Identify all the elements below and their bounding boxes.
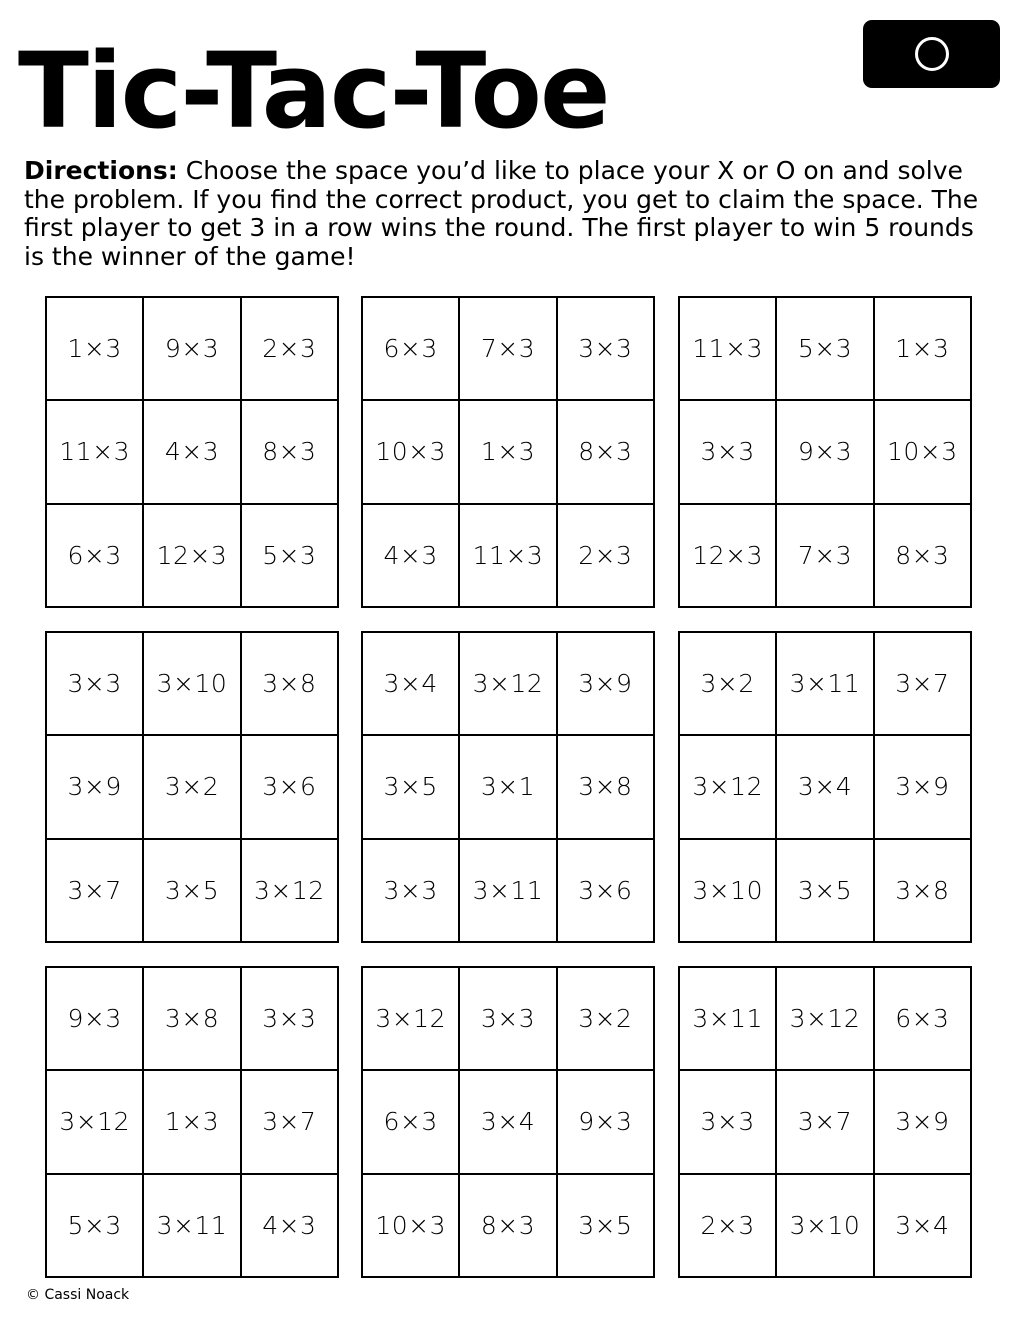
board-cell[interactable]: 3×12 bbox=[47, 1071, 144, 1174]
board-cell[interactable]: 3×2 bbox=[144, 736, 241, 839]
board-cell[interactable]: 3×11 bbox=[777, 633, 874, 736]
board-cell[interactable]: 3×9 bbox=[875, 1071, 972, 1174]
board-cell[interactable]: 3×10 bbox=[680, 840, 777, 943]
board-cell[interactable]: 2×3 bbox=[558, 505, 655, 608]
board-cell[interactable]: 6×3 bbox=[363, 298, 460, 401]
tic-tac-toe-board bbox=[678, 296, 972, 608]
board-cell[interactable]: 9×3 bbox=[144, 298, 241, 401]
board-cell[interactable]: 3×9 bbox=[875, 736, 972, 839]
board-cell[interactable]: 3×3 bbox=[680, 1071, 777, 1174]
tic-tac-toe-board bbox=[45, 631, 339, 943]
board-cell[interactable]: 2×3 bbox=[242, 298, 339, 401]
board-cell[interactable]: 5×3 bbox=[47, 1175, 144, 1278]
board-cell[interactable]: 3×12 bbox=[242, 840, 339, 943]
board-cell[interactable]: 3×3 bbox=[47, 633, 144, 736]
board-cell[interactable]: 3×5 bbox=[777, 840, 874, 943]
board-cell[interactable]: 3×4 bbox=[460, 1071, 557, 1174]
board-cell[interactable]: 10×3 bbox=[363, 1175, 460, 1278]
board-cell[interactable]: 3×4 bbox=[777, 736, 874, 839]
board-cell[interactable]: 3×1 bbox=[460, 736, 557, 839]
board-cell[interactable]: 3×11 bbox=[144, 1175, 241, 1278]
copyright: © Cassi Noack bbox=[26, 1287, 130, 1303]
board-cell[interactable]: 5×3 bbox=[242, 505, 339, 608]
board-cell[interactable]: 3×9 bbox=[558, 633, 655, 736]
board-cell[interactable]: 3×7 bbox=[777, 1071, 874, 1174]
board-cell[interactable]: 10×3 bbox=[875, 401, 972, 504]
board-cell[interactable]: 3×5 bbox=[558, 1175, 655, 1278]
board-cell[interactable]: 11×3 bbox=[460, 505, 557, 608]
board-cell[interactable]: 3×5 bbox=[363, 736, 460, 839]
board-cell[interactable]: 7×3 bbox=[460, 298, 557, 401]
board-cell[interactable]: 1×3 bbox=[875, 298, 972, 401]
board-cell[interactable]: 3×6 bbox=[242, 736, 339, 839]
board-cell[interactable]: 3×11 bbox=[460, 840, 557, 943]
board-cell[interactable]: 3×10 bbox=[777, 1175, 874, 1278]
board-cell[interactable]: 6×3 bbox=[363, 1071, 460, 1174]
tic-tac-toe-board bbox=[45, 966, 339, 1278]
board-cell[interactable]: 3×3 bbox=[242, 968, 339, 1071]
board-cell[interactable]: 11×3 bbox=[680, 298, 777, 401]
board-cell[interactable]: 3×8 bbox=[558, 736, 655, 839]
board-cell[interactable]: 3×3 bbox=[680, 401, 777, 504]
tic-tac-toe-board bbox=[678, 966, 972, 1278]
board-cell[interactable]: 4×3 bbox=[242, 1175, 339, 1278]
board-cell[interactable]: 1×3 bbox=[144, 1071, 241, 1174]
board-cell[interactable]: 3×8 bbox=[875, 840, 972, 943]
board-cell[interactable]: 2×3 bbox=[680, 1175, 777, 1278]
board-cell[interactable]: 3×7 bbox=[242, 1071, 339, 1174]
board-cell[interactable]: 3×3 bbox=[558, 298, 655, 401]
board-cell[interactable]: 3×12 bbox=[363, 968, 460, 1071]
board-cell[interactable]: 1×3 bbox=[460, 401, 557, 504]
board-cell[interactable]: 12×3 bbox=[144, 505, 241, 608]
board-cell[interactable]: 4×3 bbox=[363, 505, 460, 608]
board-cell[interactable]: 1×3 bbox=[47, 298, 144, 401]
board-cell[interactable]: 6×3 bbox=[47, 505, 144, 608]
tic-tac-toe-board bbox=[361, 631, 655, 943]
board-cell[interactable]: 8×3 bbox=[242, 401, 339, 504]
board-cell[interactable]: 9×3 bbox=[558, 1071, 655, 1174]
board-cell[interactable]: 3×12 bbox=[460, 633, 557, 736]
board-cell[interactable]: 3×9 bbox=[47, 736, 144, 839]
board-cell[interactable]: 3×12 bbox=[777, 968, 874, 1071]
tic-tac-toe-board bbox=[361, 966, 655, 1278]
board-cell[interactable]: 3×7 bbox=[875, 633, 972, 736]
board-cell[interactable]: 4×3 bbox=[144, 401, 241, 504]
board-cell[interactable]: 8×3 bbox=[558, 401, 655, 504]
tic-tac-toe-board bbox=[361, 296, 655, 608]
board-cell[interactable]: 3×7 bbox=[47, 840, 144, 943]
board-cell[interactable]: 5×3 bbox=[777, 298, 874, 401]
board-cell[interactable]: 3×3 bbox=[460, 968, 557, 1071]
board-cell[interactable]: 3×2 bbox=[680, 633, 777, 736]
board-cell[interactable]: 11×3 bbox=[47, 401, 144, 504]
board-cell[interactable]: 3×3 bbox=[363, 840, 460, 943]
page-title: Tic-Tac-Toe bbox=[18, 30, 609, 152]
board-cell[interactable]: 3×10 bbox=[144, 633, 241, 736]
board-cell[interactable]: 3×8 bbox=[144, 968, 241, 1071]
board-cell[interactable]: 3×2 bbox=[558, 968, 655, 1071]
board-cell[interactable]: 8×3 bbox=[460, 1175, 557, 1278]
board-cell[interactable]: 12×3 bbox=[680, 505, 777, 608]
board-cell[interactable]: 9×3 bbox=[777, 401, 874, 504]
tic-tac-toe-board bbox=[678, 631, 972, 943]
tic-tac-toe-board bbox=[45, 296, 339, 608]
directions-label: Directions: bbox=[24, 156, 178, 185]
board-cell[interactable]: 8×3 bbox=[875, 505, 972, 608]
board-cell[interactable]: 3×12 bbox=[680, 736, 777, 839]
board-cell[interactable]: 7×3 bbox=[777, 505, 874, 608]
board-cell[interactable]: 9×3 bbox=[47, 968, 144, 1071]
board-cell[interactable]: 10×3 bbox=[363, 401, 460, 504]
board-cell[interactable]: 3×4 bbox=[363, 633, 460, 736]
board-cell[interactable]: 3×8 bbox=[242, 633, 339, 736]
board-cell[interactable]: 3×4 bbox=[875, 1175, 972, 1278]
board-cell[interactable]: 6×3 bbox=[875, 968, 972, 1071]
board-cell[interactable]: 3×11 bbox=[680, 968, 777, 1071]
directions-text: Choose the space you’d like to place your X or O on and solve the problem. If you find the correct product, you get to claim the space. The first player to get 3 in a row wins the round. The first player to win 5 rounds is the winner of the game! bbox=[24, 156, 979, 271]
board-cell[interactable]: 3×5 bbox=[144, 840, 241, 943]
board-cell[interactable]: 3×6 bbox=[558, 840, 655, 943]
